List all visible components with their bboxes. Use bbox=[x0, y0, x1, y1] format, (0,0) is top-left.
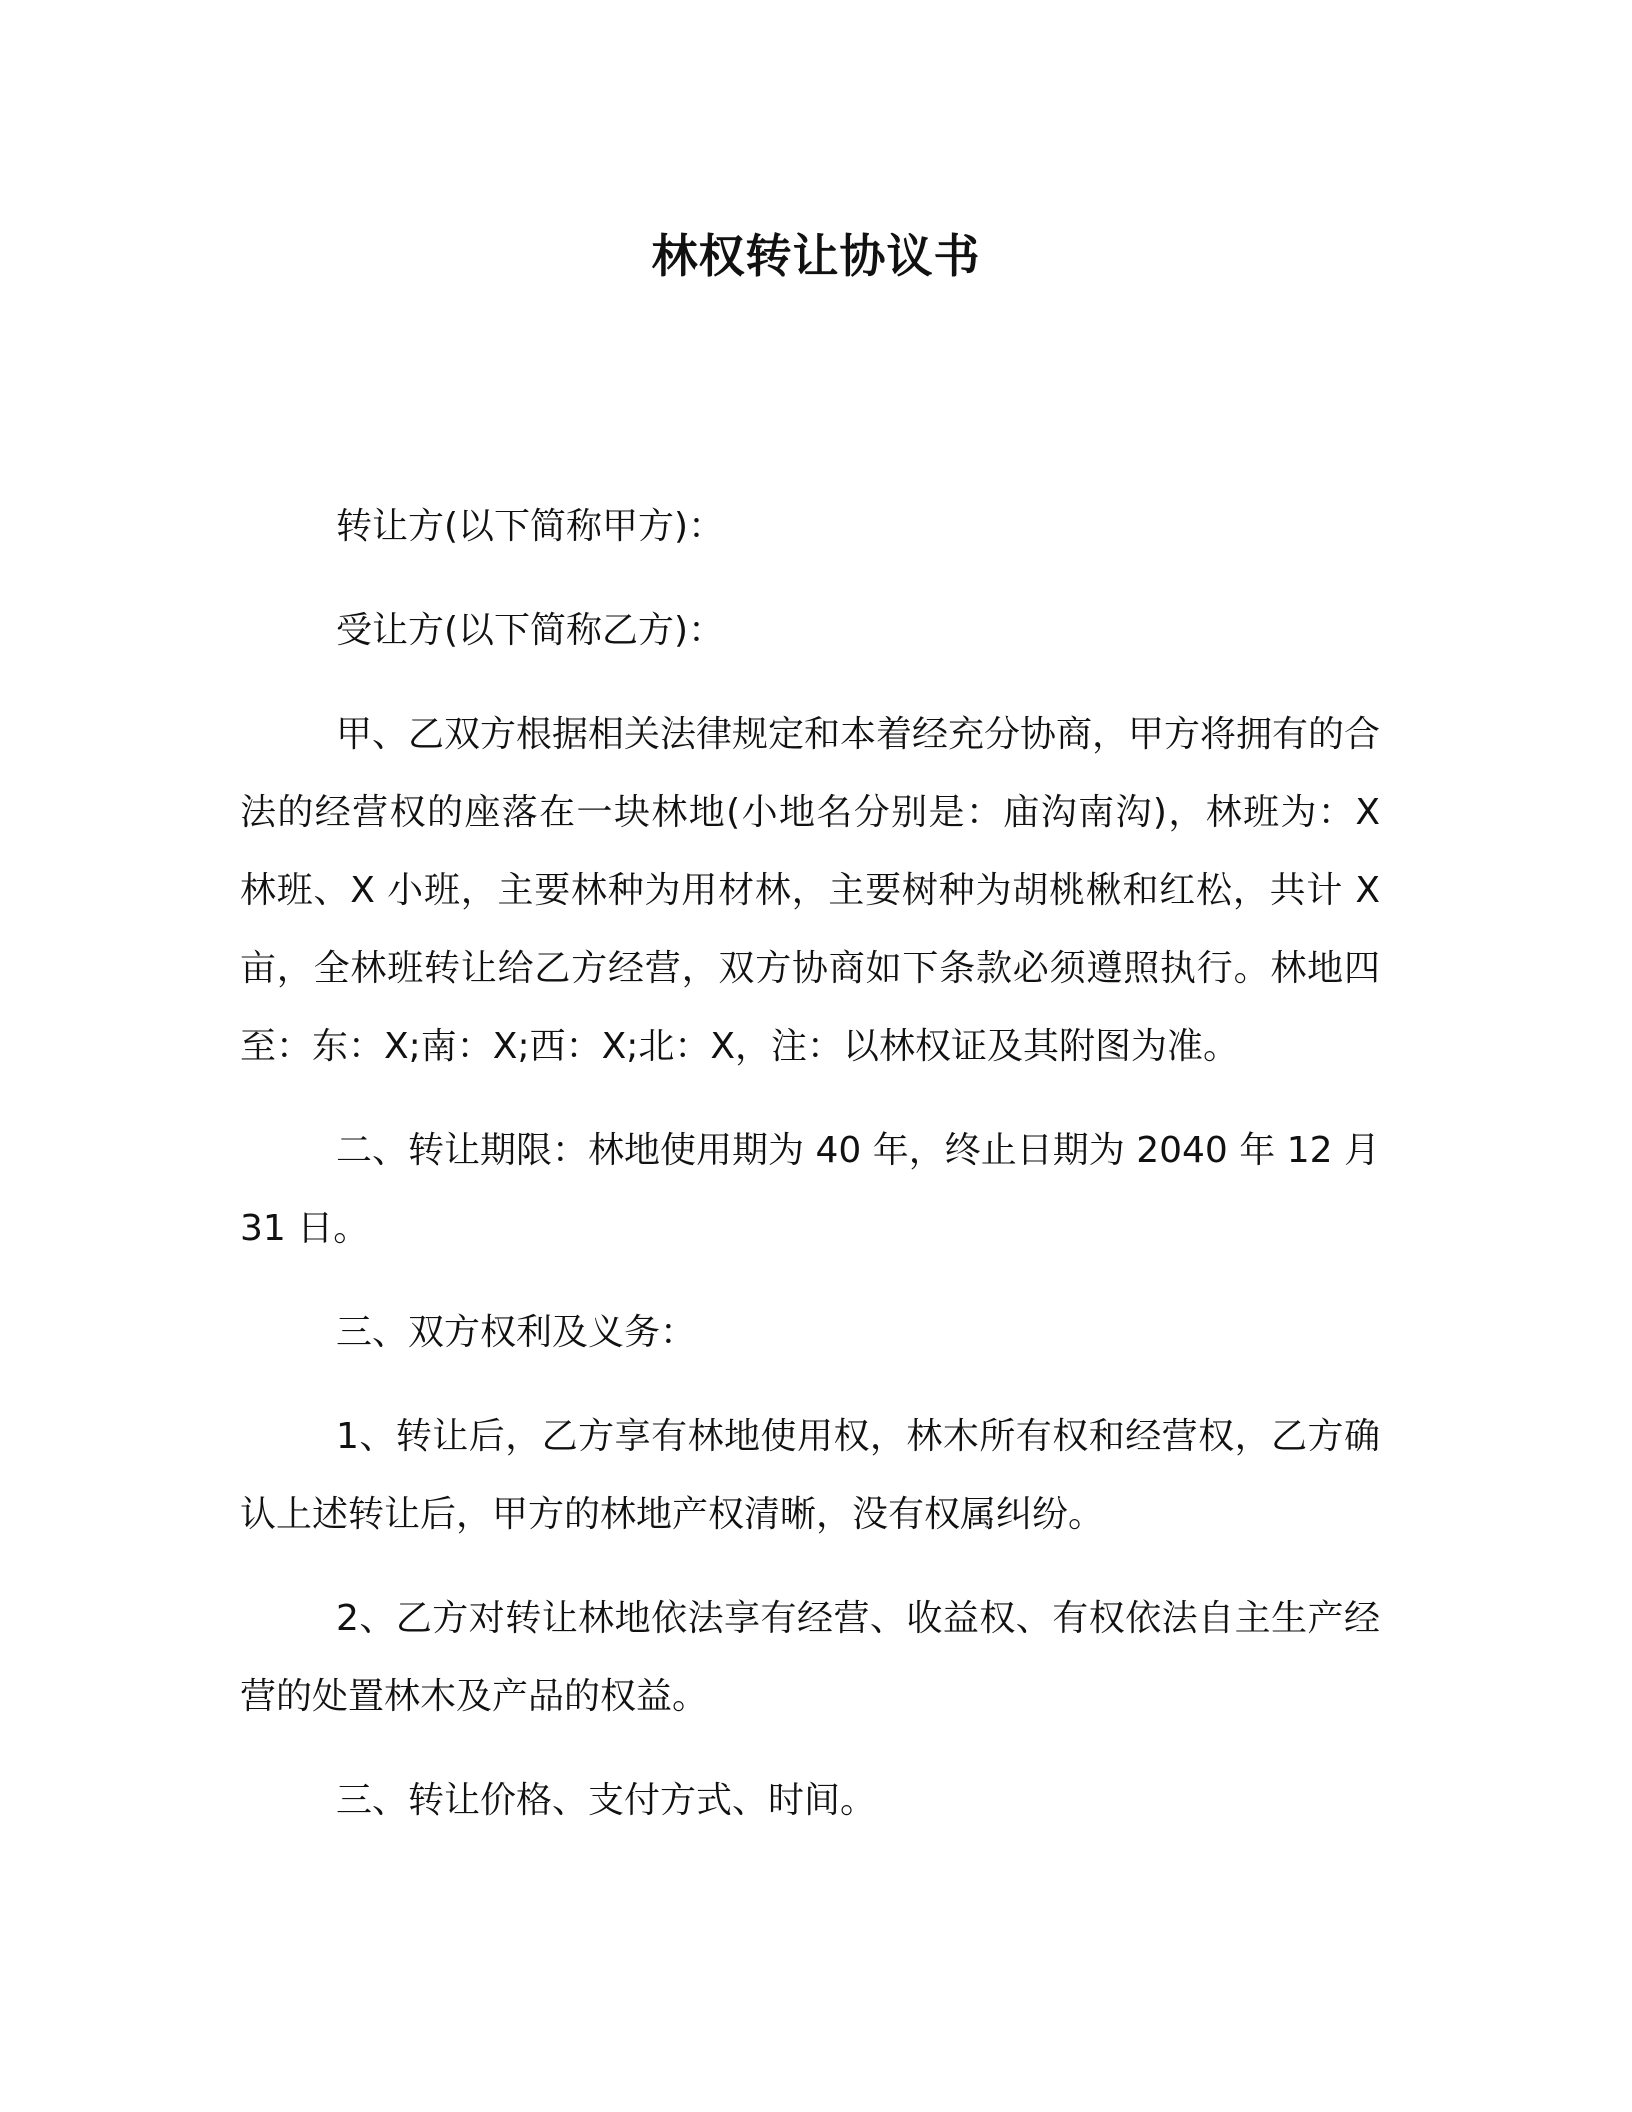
document-title: 林权转让协议书 bbox=[651, 229, 981, 283]
clause-1-paragraph: 1、转让后，乙方享有林地使用权，林木所有权和经营权，乙方确认上述转让后，甲方的林地产权清晰，没有权属纠纷。 bbox=[240, 1416, 1380, 1535]
price-payment-heading: 三、转让价格、支付方式、时间。 bbox=[336, 1780, 877, 1821]
transferee-line: 受让方(以下简称乙方)： bbox=[336, 610, 725, 651]
document-body bbox=[240, 488, 1380, 1866]
transfer-term-paragraph: 二、转让期限：林地使用期为 40 年，终止日期为 2040 年 12 月 31 日。 bbox=[240, 1130, 1380, 1249]
transferor-line: 转让方(以下简称甲方)： bbox=[336, 506, 725, 547]
agreement-intro-paragraph: 甲、乙双方根据相关法律规定和本着经充分协商，甲方将拥有的合法的经营权的座落在一块林地(小地名分别是：庙沟南沟)，林班为：X 林班、X 小班，主要林种为用材林，主要树种为胡桃楸和红松，共计 X 亩，全林班转让给乙方经营，双方协商如下条款必须遵照执行。林地四至：东：X;南：X;西：X;北：X，注：以林权证及其附图为准。 bbox=[240, 714, 1381, 1067]
rights-obligations-heading: 三、双方权利及义务： bbox=[336, 1312, 697, 1353]
clause-2-paragraph: 2、乙方对转让林地依法享有经营、收益权、有权依法自主生产经营的处置林木及产品的权益。 bbox=[240, 1598, 1380, 1717]
